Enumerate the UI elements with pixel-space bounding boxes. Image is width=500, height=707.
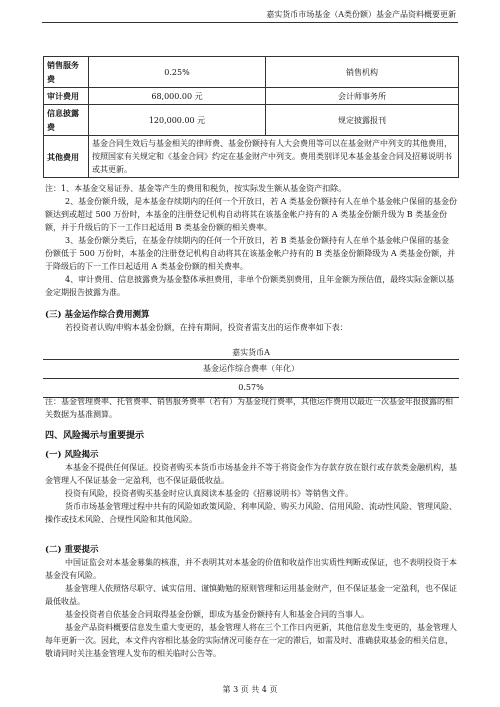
fee-label: 信息披露费 <box>44 105 89 136</box>
fee-table <box>43 56 459 178</box>
opex-heading: (三) 基金运作综合费用测算 <box>45 310 150 320</box>
note-3: 3、基金份额分类后，在基金存续期内的任何一个开放日，若 B 类基金份额持有人在单个基金帐户保留的基金份额低于 500 万份时，本基金的注册登记机构自动将其在该基金帐户持有的 B 类基金份额降级为 A 类基金份额，并于降级后的下一工作日起适用 A 类基金份额的相关费率。 <box>45 236 456 271</box>
tips-paragraph: 基金产品资料概要信息发生重大变更的，基金管理人将在三个工作日内更新，其他信息发生变更的，基金管理人每年更新一次。因此，本文件内容相比基金的实际情况可能存在一定的滞后，如需及时、准确获取基金的相关信息，敬请同时关注基金管理人发布的相关临时公告等。 <box>45 623 457 658</box>
fee-payee: 规定披露报刊 <box>266 105 459 136</box>
opex-table <box>43 346 459 398</box>
table-row <box>44 88 459 105</box>
tips-paragraph: 基金投资者自依基金合同取得基金份额，即成为基金份额持有人和基金合同的当事人。 <box>65 610 369 619</box>
risk-paragraph: 本基金不提供任何保证。投资者购买本货币市场基金并不等于将资金作为存款存放在银行或存款类金融机构，基金管理人不保证基金一定盈利，也不保证最低收益。 <box>45 463 457 485</box>
risk-paragraph: 货币市场基金管理过程中共有的风险如政策风险、利率风险、购买力风险、信用风险、流动性风险、管理风险、操作或技术风险、合规性风险和其他风险。 <box>45 502 457 524</box>
opex-rate: 0.57% <box>238 383 264 392</box>
fee-description: 基金合同生效后与基金相关的律师费、基金份额持有人大会费用等可以在基金财产中列支的其他费用，按照国家有关规定和《基金合同》约定在基金财产中列支。费用类别详见本基金基金合同及招募说明书或其更新。 <box>89 136 459 178</box>
fee-value: 120,000.00 元 <box>89 105 266 136</box>
note-4: 4、审计费用、信息披露费为基金整体承担费用，非单个份额类别费用，且年金额为预估值，最终实际金额以基金定期报告披露为准。 <box>45 275 455 297</box>
opex-fund-name: 嘉实货币A <box>232 348 270 357</box>
header-divider <box>42 22 458 23</box>
risk-heading: (一) 风险揭示 <box>45 450 99 460</box>
opex-note: 注：基金管理费率、托管费率、销售服务费率（若有）为基金现行费率，其他运作费用以最近一次基金年报披露的相关数据为基准测算。 <box>45 397 453 419</box>
note-2: 2、基金份额升级，是本基金存续期内的任何一个开放日，若 A 类基金份额持有人在单个基金帐户保留的基金份额达到或超过 500 万份时，本基金的注册登记机构自动将其在该基金帐户持有的 A 类基金份额升级为 B 类基金份额，并于升级后的下一工作日起适用 B 类基金份额的相关费率。 <box>45 197 457 232</box>
table-row <box>44 105 459 136</box>
risk-paragraph: 投资有风险，投资者购买基金时应认真阅读本基金的《招募说明书》等销售文件。 <box>65 489 353 498</box>
section-title: 四、风险揭示与重要提示 <box>45 431 145 441</box>
table-row <box>44 57 459 88</box>
fee-notes <box>45 182 457 299</box>
page-header-title: 嘉实货币市场基金（A类份额）基金产品资料概要更新 <box>266 10 456 19</box>
fee-label: 审计费用 <box>44 88 89 105</box>
fee-payee: 会计师事务所 <box>266 88 459 105</box>
page-number: 第 3 页 共 4 页 <box>222 685 278 694</box>
fee-value: 68,000.00 元 <box>89 88 266 105</box>
tips-heading: (二) 重要提示 <box>45 545 99 555</box>
fee-label: 销售服务费 <box>44 57 89 88</box>
fee-label: 其他费用 <box>44 136 89 178</box>
note-1: 注：1、本基金交易证券、基金等产生的费用和税负，按实际发生额从基金资产扣除。 <box>45 184 347 193</box>
tips-body <box>45 556 457 660</box>
table-row <box>44 136 459 178</box>
fee-payee: 销售机构 <box>266 57 459 88</box>
tips-paragraph: 中国证监会对本基金募集的核准，并不表明其对本基金的价值和收益作出实质性判断或保证，也不表明投资于本基金没有风险。 <box>45 558 457 580</box>
fee-value: 0.25% <box>89 57 266 88</box>
opex-intro: 若投资者认购/申购本基金份额，在持有期间，投资者需支出的运作费率如下表： <box>65 323 348 332</box>
tips-paragraph: 基金管理人依照恪尽职守、诚实信用、谨慎勤勉的原则管理和运用基金财产，但不保证基金一定盈利，也不保证最低收益。 <box>45 584 457 606</box>
opex-col-header: 基金运作综合费率（年化） <box>43 360 459 379</box>
risk-body <box>45 461 457 526</box>
